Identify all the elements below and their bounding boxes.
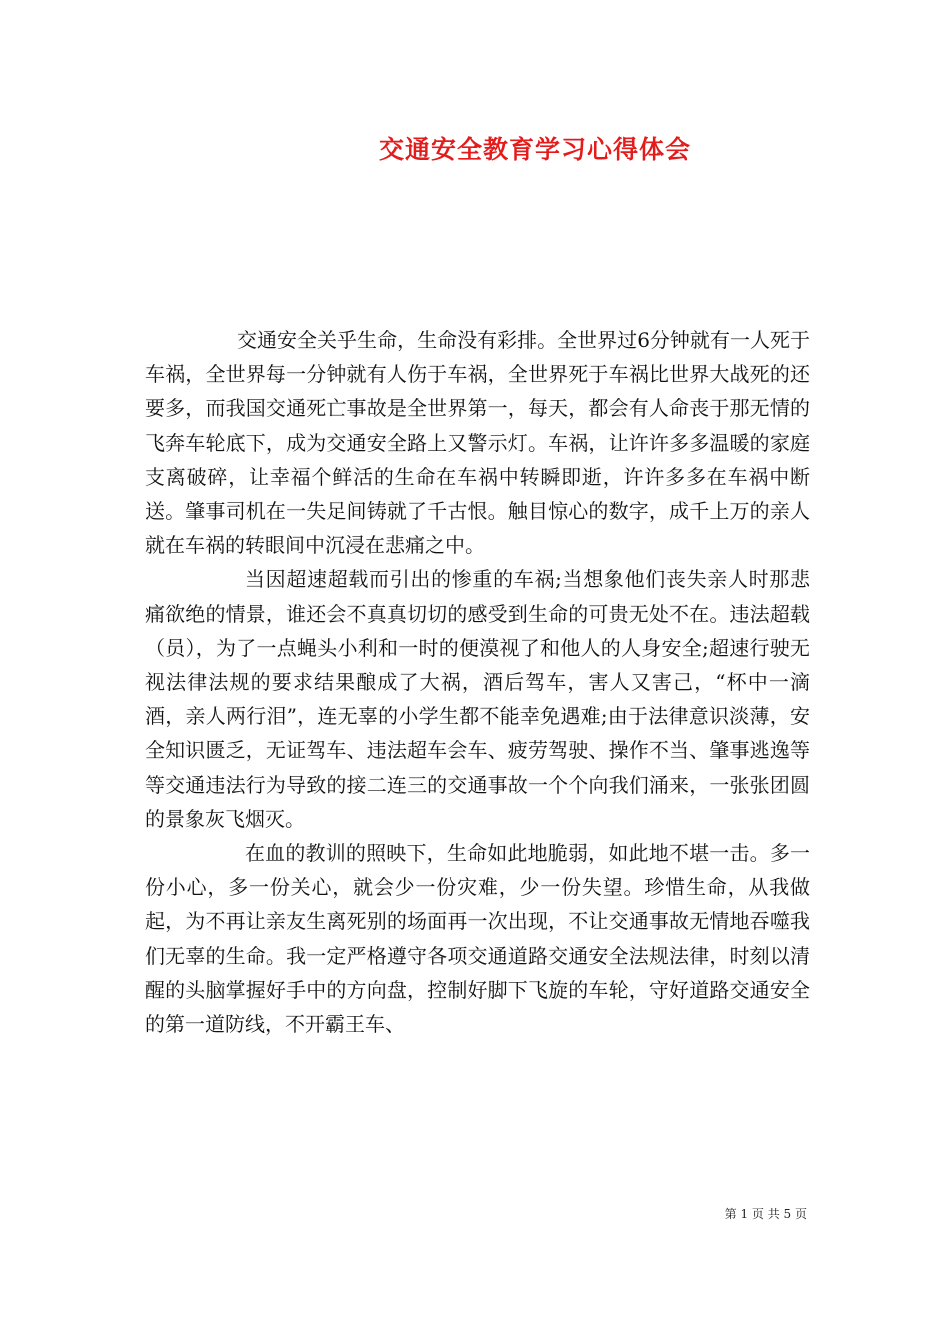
document-title: 交通安全教育学习心得体会 bbox=[378, 135, 691, 164]
paragraph-1: 交通安全关乎生命，生命没有彩排。全世界过6分钟就有一人死于车祸，全世界每一分钟就有人伤于车祸，全世界死于车祸比世界大战死的还要多，而我国交通死亡事故是全世界第一，每天，都会有人命丧于那无情的飞奔车轮底下，成为交通安全路上又警示灯。车祸，让许许多多温暖的家庭支离破碎，让幸福个鲜活的生命在车祸中转瞬即逝，许许多多在车祸中断送。肇事司机在一失足间铸就了千古恨。触目惊心的数字，成千上万的亲人就在车祸的转眼间中沉浸在悲痛之中。 bbox=[145, 328, 810, 558]
paragraph-2: 当因超速超载而引出的惨重的车祸;当想象他们丧失亲人时那悲痛欲绝的情景，谁还会不真真切切的感受到生命的可贵无处不在。违法超载（员），为了一点蝇头小利和一时的便漠视了和他人的人身安全;超速行驶无视法律法规的要求结果酿成了大祸，酒后驾车，害人又害己，“杯中一滴酒，亲人两行泪”，连无辜的小学生都不能幸免遇难;由于法律意识淡薄，安全知识匮乏，无证驾车、违法超车会车、疲劳驾驶、操作不当、肇事逃逸等等交通违法行为导致的接二连三的交通事故一个个向我们涌来，一张张团圆的景象灰飞烟灭。 bbox=[145, 567, 810, 831]
page-number-footer: 第 1 页 共 5 页 bbox=[724, 1207, 807, 1221]
paragraph-3: 在血的教训的照映下，生命如此地脆弱，如此地不堪一击。多一份小心，多一份关心，就会少一份灾难，少一份失望。珍惜生命，从我做起，为不再让亲友生离死别的场面再一次出现，不让交通事故无情地吞噬我们无辜的生命。我一定严格遵守各项交通道路交通安全法规法律，时刻以清醒的头脑掌握好手中的方向盘，控制好脚下飞旋的车轮，守好道路交通安全的第一道防线，不开霸王车、 bbox=[145, 841, 810, 1037]
document-body bbox=[145, 323, 810, 1041]
